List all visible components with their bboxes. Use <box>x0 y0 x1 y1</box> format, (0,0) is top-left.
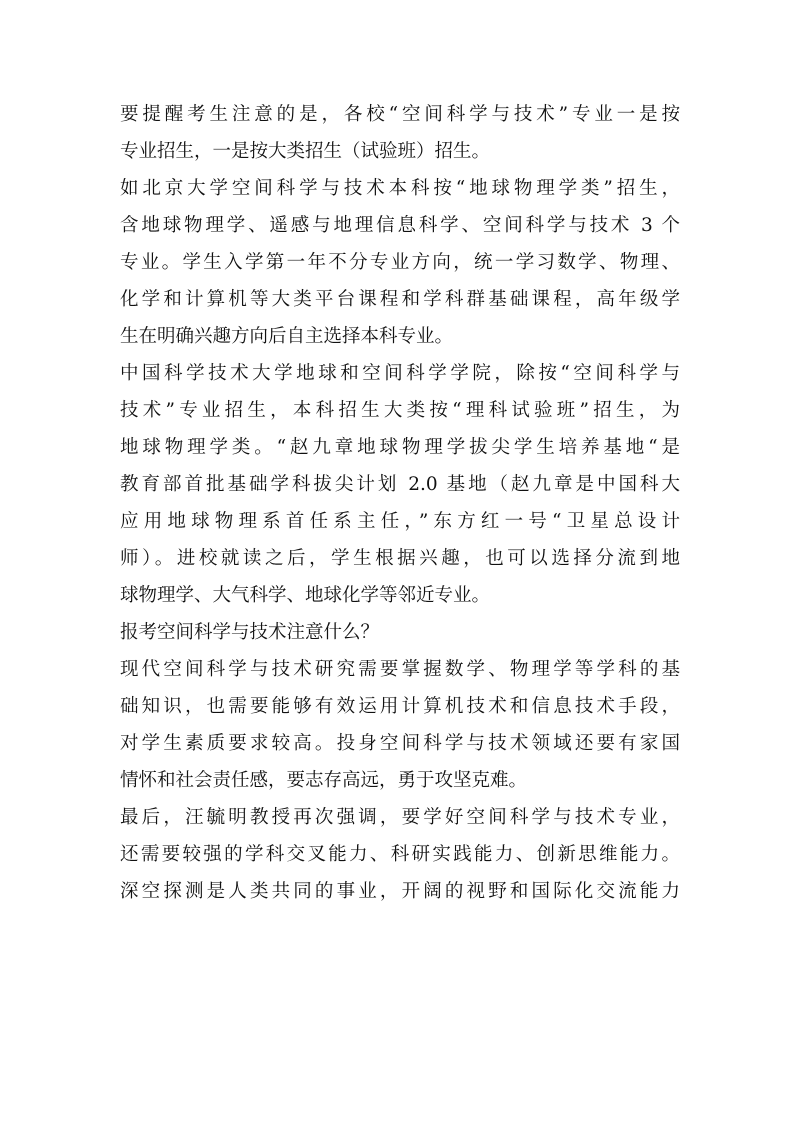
text-line: 对学生素质要求较高。投身空间科学与技术领域还要有家国 <box>120 733 680 754</box>
text-line: 如北京大学空间科学与技术本科按“地球物理学类”招生， <box>120 178 680 199</box>
text-line: 要提醒考生注意的是，各校“空间科学与技术”专业一是按 <box>120 104 680 125</box>
text-line: 报考空间科学与技术注意什么？ <box>120 622 380 643</box>
text-line: 础知识，也需要能够有效运用计算机技术和信息技术手段， <box>120 696 680 717</box>
text-line: 化学和计算机等大类平台课程和学科群基础课程，高年级学 <box>120 289 680 310</box>
text-line: 球物理学、大气科学、地球化学等邻近专业。 <box>120 585 491 606</box>
text-line: 生在明确兴趣方向后自主选择本科专业。 <box>120 326 454 347</box>
text-line: 中国科学技术大学地球和空间科学学院，除按“空间科学与 <box>120 363 680 384</box>
text-line: 地球物理学类。“赵九章地球物理学拔尖学生培养基地“是 <box>120 437 680 458</box>
text-line: 现代空间科学与技术研究需要掌握数学、物理学等学科的基 <box>120 659 680 680</box>
text-line: 专业招生，一是按大类招生（试验班）招生。 <box>120 141 491 162</box>
paragraph-1 <box>120 96 680 170</box>
text-line: 情怀和社会责任感，要志存高远，勇于攻坚克难。 <box>120 770 528 791</box>
paragraph-5 <box>120 799 680 910</box>
section-heading <box>120 614 680 651</box>
paragraph-3 <box>120 355 680 614</box>
text-line: 含地球物理学、遥感与地理信息科学、空间科学与技术 3 个 <box>120 215 680 236</box>
text-line: 专业。学生入学第一年不分专业方向，统一学习数学、物理、 <box>120 252 680 273</box>
document-page <box>120 96 680 910</box>
text-line: 技术”专业招生，本科招生大类按“理科试验班”招生，为 <box>120 400 680 421</box>
text-line: 还需要较强的学科交叉能力、科研实践能力、创新思维能力。 <box>120 844 680 865</box>
text-line: 应用地球物理系首任系主任，”东方红一号“卫星总设计 <box>120 511 680 532</box>
text-line: 最后，汪毓明教授再次强调，要学好空间科学与技术专业， <box>120 807 680 828</box>
paragraph-4 <box>120 651 680 799</box>
text-line: 师）。进校就读之后，学生根据兴趣，也可以选择分流到地 <box>120 548 680 569</box>
text-line: 教育部首批基础学科拔尖计划 2.0 基地（赵九章是中国科大 <box>120 474 680 495</box>
paragraph-2 <box>120 170 680 355</box>
text-line: 深空探测是人类共同的事业，开阔的视野和国际化交流能力 <box>120 881 680 902</box>
